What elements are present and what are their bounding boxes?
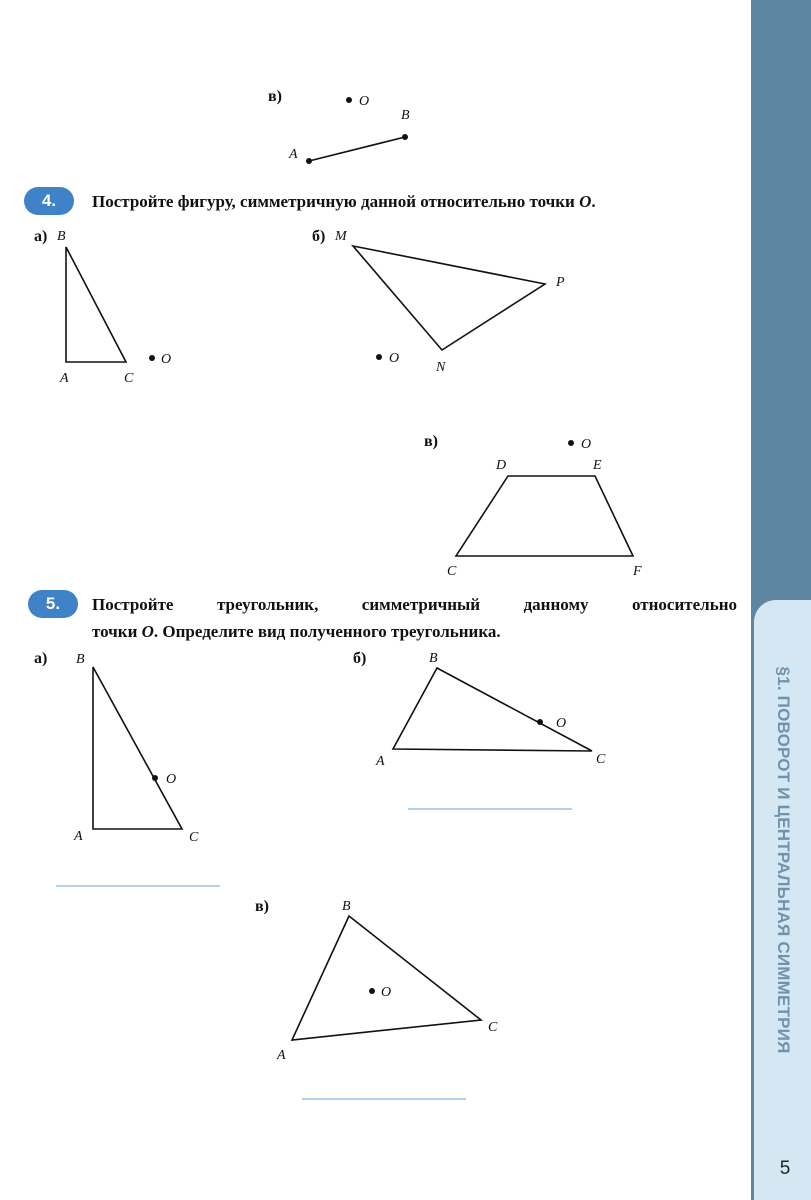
- task4b-label-m: M: [335, 229, 347, 244]
- task4-badge: 4.: [24, 187, 74, 215]
- task4v-label-d: D: [496, 458, 507, 473]
- task4b-label-p: P: [556, 275, 565, 290]
- task5a-label-c: C: [189, 830, 199, 845]
- task4v-label-c: C: [447, 564, 457, 579]
- task5-line2-start: точки: [92, 622, 142, 641]
- task5b-label-a: A: [376, 754, 385, 769]
- task4-text-main: Постройте фигуру, симметричную данной относительно точки: [92, 192, 580, 211]
- task5v-label: в): [255, 898, 269, 915]
- section-title: §1. ПОВОРОТ И ЦЕНТРАЛЬНАЯ СИММЕТРИЯ: [774, 666, 793, 1054]
- task5b-label-b: B: [429, 651, 438, 666]
- task5-line1: Постройте треугольник, симметричный данному относительно: [92, 595, 737, 614]
- task5a-label: а): [34, 650, 48, 667]
- task5a-triangle: [93, 667, 182, 829]
- task5v-triangle: [292, 916, 481, 1040]
- task5-line2-point: O: [141, 622, 154, 641]
- task4v-label-e: E: [593, 458, 602, 473]
- task5v-point-o: [369, 988, 375, 994]
- task5-badge: 5.: [28, 590, 78, 618]
- top-label-b: B: [401, 108, 410, 123]
- top-point-o: [346, 97, 352, 103]
- task4b-point-o: [376, 354, 382, 360]
- top-segment-ab: [309, 137, 405, 161]
- task4b-label: б): [312, 228, 326, 245]
- top-point-b: [402, 134, 408, 140]
- task5b-point-o: [537, 719, 543, 725]
- task5v-label-c: C: [488, 1020, 498, 1035]
- task5v-label-a: A: [277, 1048, 286, 1063]
- task5-line2-end: . Определите вид полученного треугольника.: [153, 622, 501, 641]
- task4a-label: а): [34, 228, 48, 245]
- task4b-triangle: [353, 246, 545, 350]
- top-fragment-label: в): [268, 88, 282, 105]
- task4-text-point: O: [579, 192, 592, 211]
- task5v-label-b: B: [342, 899, 351, 914]
- task4v-trapezoid: [456, 476, 633, 556]
- task4b-label-n: N: [436, 360, 446, 375]
- task4b-label-o: O: [389, 351, 400, 366]
- task5a-point-o: [152, 775, 158, 781]
- task4v-label: в): [424, 433, 438, 450]
- task5b-label-c: C: [596, 752, 606, 767]
- task4-text-end: .: [591, 192, 596, 211]
- task4v-label-o: O: [581, 437, 592, 452]
- task5v-label-o: O: [381, 985, 392, 1000]
- task4a-triangle: [66, 247, 126, 362]
- top-label-o: O: [359, 94, 370, 109]
- task4a-label-c: C: [124, 371, 134, 386]
- task5b-label: б): [353, 650, 367, 667]
- top-point-a: [306, 158, 312, 164]
- task4a-label-a: A: [60, 371, 69, 386]
- task5a-label-b: B: [76, 652, 85, 667]
- task4a-label-b: B: [57, 229, 66, 244]
- top-label-a: A: [289, 147, 298, 162]
- page-number: 5: [779, 1158, 791, 1179]
- task5b-label-o: O: [556, 716, 567, 731]
- task4v-label-f: F: [633, 564, 642, 579]
- task4a-label-o: O: [161, 352, 172, 367]
- task4v-point-o: [568, 440, 574, 446]
- task5a-label-o: O: [166, 772, 177, 787]
- task4a-point-o: [149, 355, 155, 361]
- task5b-triangle: [393, 668, 592, 751]
- task5a-label-a: A: [74, 829, 83, 844]
